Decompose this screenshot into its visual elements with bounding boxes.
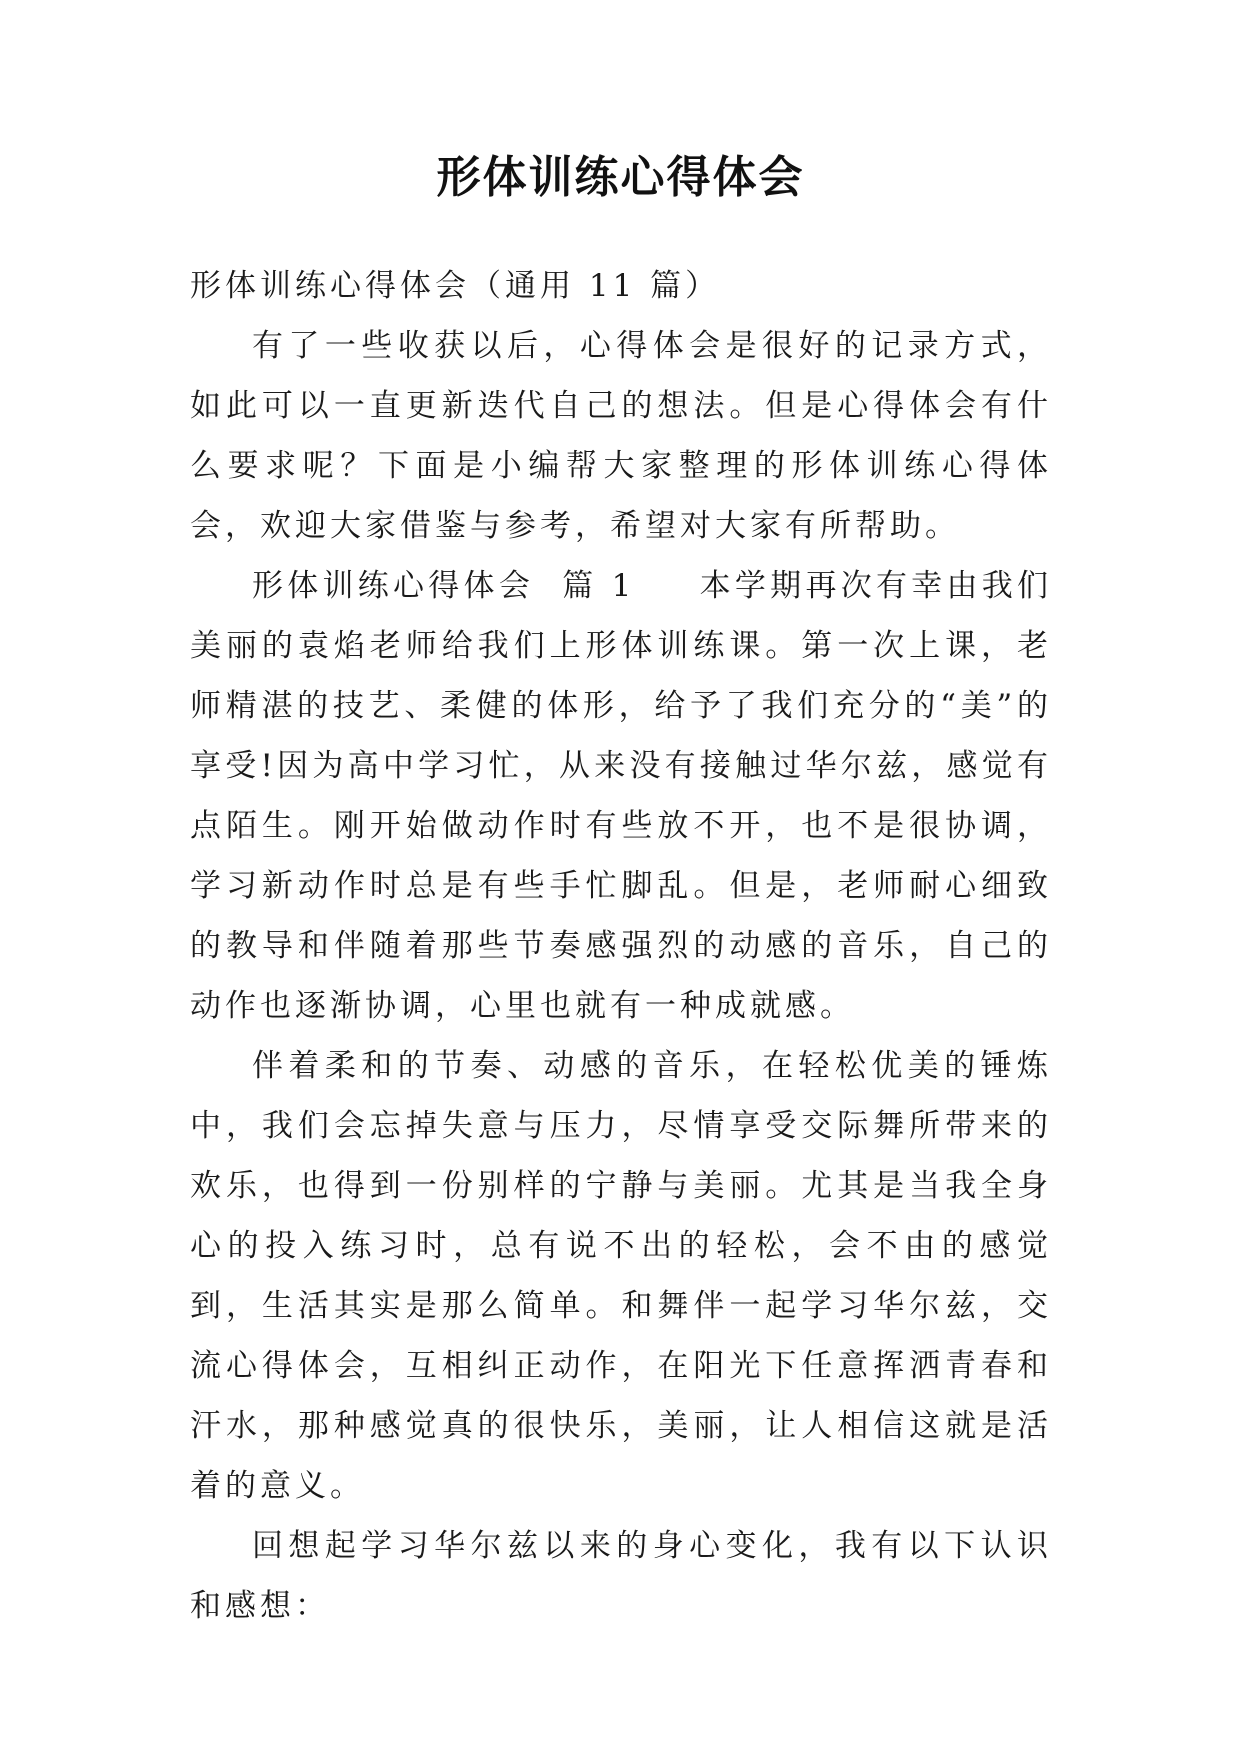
section-1-paragraph-2: 伴着柔和的节奏、动感的音乐，在轻松优美的锤炼中，我们会忘掉失意与压力，尽情享受交际舞所带来的欢乐，也得到一份别样的宁静与美丽。尤其是当我全身心的投入练习时，总有说不出的轻松，会不由的感觉到，生活其实是那么简单。和舞伴一起学习华尔兹，交流心得体会，互相纠正动作，在阳光下任意挥洒青春和汗水，那种感觉真的很快乐，美丽，让人相信这就是活着的意义。	[190, 1048, 1052, 1504]
section-1-first-paragraph	[190, 556, 1052, 1036]
section-1-heading: 形体训练心得体会 篇 1	[252, 568, 636, 604]
section-1-paragraph-3: 回想起学习华尔兹以来的身心变化，我有以下认识和感想：	[190, 1528, 1052, 1624]
section-1-paragraph-1: 本学期再次有幸由我们美丽的袁焰老师给我们上形体训练课。第一次上课，老师精湛的技艺、柔健的体形，给予了我们充分的“美”的享受!因为高中学习忙，从来没有接触过华尔兹，感觉有点陌生。刚开始做动作时有些放不开，也不是很协调，学习新动作时总是有些手忙脚乱。但是，老师耐心细致的教导和伴随着那些节奏感强烈的动感的音乐，自己的动作也逐渐协调，心里也就有一种成就感。	[190, 568, 1052, 1024]
document-title: 形体训练心得体会	[436, 152, 805, 203]
document-subtitle: 形体训练心得体会（通用 11 篇）	[190, 268, 721, 304]
document-body	[190, 256, 1052, 1636]
intro-paragraph: 有了一些收获以后，心得体会是很好的记录方式，如此可以一直更新迭代自己的想法。但是心得体会有什么要求呢？下面是小编帮大家整理的形体训练心得体会，欢迎大家借鉴与参考，希望对大家有所帮助。	[190, 328, 1052, 544]
